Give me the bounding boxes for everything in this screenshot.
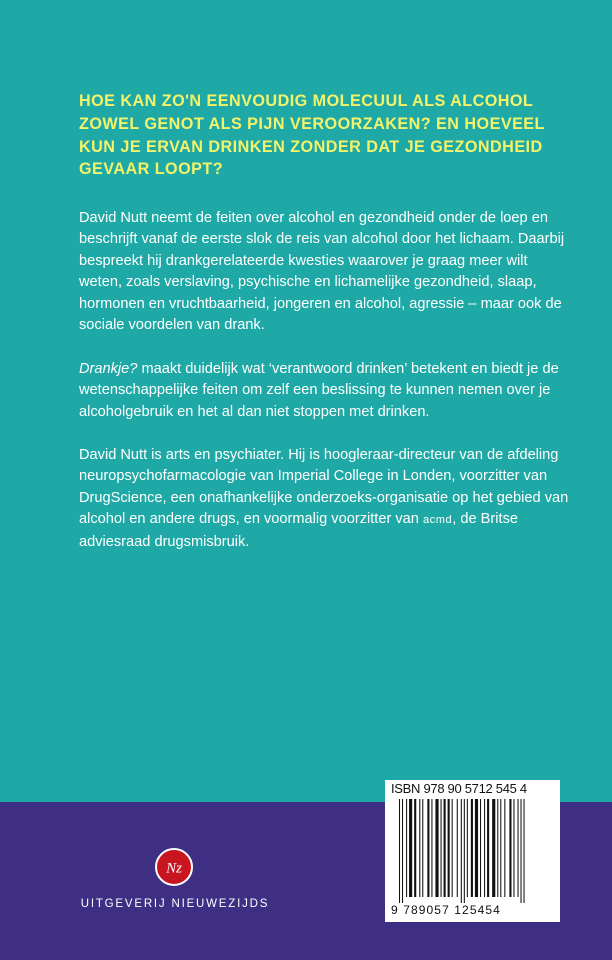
barcode-bar [497,799,498,897]
barcode-bar [444,799,446,897]
barcode-bar [500,799,501,897]
barcode-bar [524,799,525,903]
barcode-bar [461,799,462,903]
description-paragraph: David Nutt neemt de feiten over alcohol en gezondheid onder de loep en beschrijft vanaf de eerste slok de reis van alcohol door het lichaam. Daarbij bespreekt hij drankgerelateerde kwesties waarover je graag meer wilt weten, zoals verslaving, psychische en lichamelijke gezondheid, slaap, hormonen en vruchtbaarheid, jongeren en alcohol, agressie – maar ook de sociale voordelen van drank. [79,210,565,334]
barcode-bar [509,799,511,897]
acmd-acronym: acmd [422,514,453,527]
barcode-bar [480,799,481,897]
barcode-bar [467,799,468,897]
barcode-bar [409,799,412,897]
barcode-bar [504,799,505,897]
barcode-bar [441,799,442,897]
barcode-bar [513,799,514,897]
isbn-barcode [385,780,560,922]
book-summary-paragraph [79,359,569,423]
barcode-digits: 9 789057 125454 [391,903,501,917]
isbn-label: ISBN 978 90 5712 545 4 [391,781,527,796]
barcode-bar [475,799,478,897]
barcode-bar [518,799,519,897]
author-bio-paragraph [79,445,569,553]
barcode-bar [402,799,403,903]
barcode-bar [464,799,465,903]
publisher-logo-text: Nz [166,860,182,877]
barcode-bar [427,799,429,897]
barcode-bar [471,799,473,897]
barcode-bar [484,799,485,897]
author-bio-text: David Nutt is arts en psychiater. Hij is hoogleraar-directeur van de afdeling neuropsychofarmacologie van Imperial College in Londen, voorzitter van DrugScience, een onafhankelijke onderzoeks-organisatie op het gebied van alcohol en andere drugs, en voormalig voorzitter van [79,447,569,528]
book-summary-text: maakt duidelijk wat ‘verantwoord drinken’ betekent en biedt je de wetenschappelijke feiten om zelf een beslissing te kunnen nemen over je alcoholgebruik en het al dan niet stoppen met drinken. [79,361,559,420]
barcode-bar [521,799,522,903]
barcode-bar [492,799,495,897]
barcode-bar [487,799,489,897]
barcode-bar [431,799,432,897]
barcode-bars [397,799,547,903]
barcode-bar [448,799,450,897]
publisher-name: UITGEVERIJ NIEUWEZIJDS [80,898,270,910]
cover-headline: HOE KAN ZO'N EENVOUDIG MOLECUUL ALS ALCOHOL ZOWEL GENOT ALS PIJN VEROORZAKEN? EN HOEVEEL KUN JE ERVAN DRINKEN ZONDER DAT JE GEZONDHEID GEVAAR LOOPT? [79,92,545,179]
barcode-bar [419,799,420,897]
publisher-logo-mark [157,850,191,884]
author-bio-end: , de Britse adviesraad drugsmisbruik. [79,511,518,550]
barcode-bar [406,799,407,897]
barcode-bar [452,799,453,897]
barcode-bar [457,799,458,897]
barcode-bar [422,799,423,897]
publisher-logo [155,848,193,886]
barcode-bar [435,799,438,897]
book-title: Drankje? [79,361,138,377]
barcode-bar [399,799,400,903]
barcode-bar [414,799,416,897]
